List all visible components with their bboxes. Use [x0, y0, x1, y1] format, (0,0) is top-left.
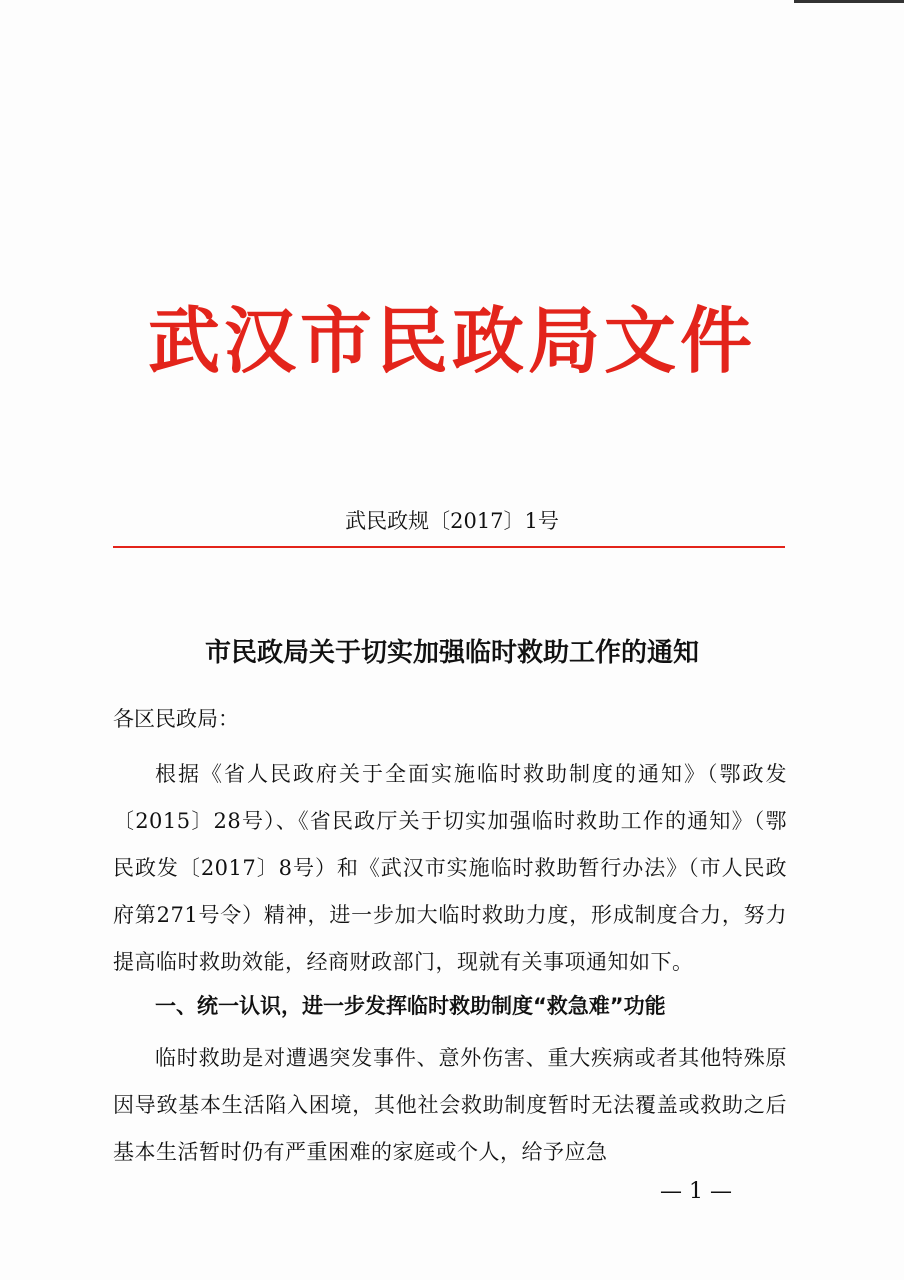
body-paragraph-1: 根据《省人民政府关于全面实施临时救助制度的通知》（鄂政发〔2015〕28号）、《省民政厅关于切实加强临时救助工作的通知》（鄂民政发〔2017〕8号）和《武汉市实施临时救助暂行办法》（市人民政府第271号令）精神，进一步加大临时救助力度，形成制度合力，努力提高临时救助效能，经商财政部门，现就有关事项通知如下。 [113, 762, 787, 974]
page-number: — 1 — [660, 1179, 732, 1204]
notice-title: 市民政局关于切实加强临时救助工作的通知 [204, 638, 699, 668]
red-divider-line [113, 546, 785, 548]
section-heading-1: 一、统一认识，进一步发挥临时救助制度“救急难”功能 [155, 994, 666, 1018]
document-number: 武民政规〔2017〕1号 [345, 509, 559, 533]
addressee: 各区民政局： [113, 707, 239, 731]
body-paragraph-2: 临时救助是对遭遇突发事件、意外伤害、重大疾病或者其他特殊原因导致基本生活陷入困境，其他社会救助制度暂时无法覆盖或救助之后基本生活暂时仍有严重困难的家庭或个人，给予应急 [113, 1046, 787, 1164]
document-header-title: 武汉市民政局文件 [147, 299, 756, 383]
